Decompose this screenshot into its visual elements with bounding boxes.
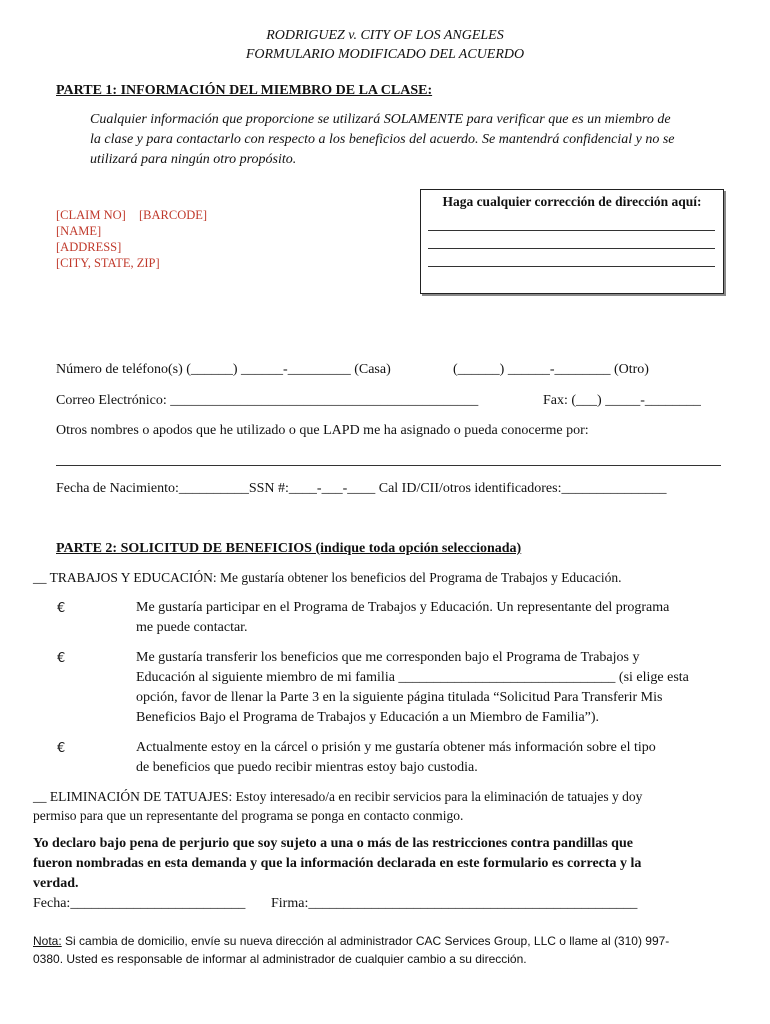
declaration-line-1: Yo declaro bajo pena de perjurio que soy sujeto a una o más de las restricciones contra pandillas que [33,836,633,851]
email-field[interactable]: Correo Electrónico: ____________________________________________ [56,393,479,408]
address-correction-box[interactable] [420,189,724,294]
other-names-field[interactable] [56,465,721,466]
option-2-line-3: opción, favor de llenar la Parte 3 en la siguiente página titulada “Solicitud Para Transferir Mis [136,690,663,705]
city-state-zip-placeholder: [CITY, STATE, ZIP] [56,256,160,270]
option-3-line-1: Actualmente estoy en la cárcel o prisión y me gustaría obtener más información sobre el tipo [136,740,656,755]
address-correction-line-3[interactable] [428,266,715,267]
option-2-checkbox-icon[interactable]: € [57,651,66,666]
note-label: Nota: [33,934,62,948]
other-names-label: Otros nombres o apodos que he utilizado o que LAPD me ha asignado o pueda conocerme por: [56,423,589,438]
intro-line-2: la clase y para contactarlo con respecto a los beneficios del acuerdo. Se mantendrá confidencial y no se [90,132,675,147]
form-title: FORMULARIO MODIFICADO DEL ACUERDO [245,47,525,62]
tattoo-removal-checkbox-line[interactable]: __ ELIMINACIÓN DE TATUAJES: Estoy interesado/a en recibir servicios para la eliminación de tatuajes y doy [33,789,643,804]
option-2-line-4: Beneficios Bajo el Programa de Trabajos y Educación a un Miembro de Familia”). [136,710,600,725]
option-2-line-1: Me gustaría transferir los beneficios que me corresponden bajo el Programa de Trabajos y [136,650,640,665]
name-placeholder: [NAME] [56,224,102,238]
part2-title: PARTE 2: SOLICITUD DE BENEFICIOS (indique toda opción seleccionada) [56,541,522,556]
declaration-line-2: fueron nombradas en esta demanda y que la información declarada en este formulario es correcta y la [33,856,642,871]
case-title: RODRIGUEZ v. CITY OF LOS ANGELES [266,28,504,43]
claim-no-placeholder: [CLAIM NO] [56,208,126,222]
option-1-line-1: Me gustaría participar en el Programa de Trabajos y Educación. Un representante del programa [136,600,670,615]
jobs-education-checkbox-line[interactable]: __ TRABAJOS Y EDUCACIÓN: Me gustaría obtener los beneficios del Programa de Trabajos y Educación. [33,570,622,585]
note-line-2: 0380. Usted es responsable de informar al administrador de cualquier cambio a su dirección. [33,952,527,966]
option-3-checkbox-icon[interactable]: € [57,741,66,756]
intro-line-1: Cualquier información que proporcione se utilizará SOLAMENTE para verificar que es un miembro de [90,112,671,127]
note-line-1 [33,934,669,948]
option-1-line-2: me puede contactar. [136,620,248,635]
address-correction-line-1[interactable] [428,230,715,231]
fax-field[interactable]: Fax: (___) _____-________ [543,393,701,408]
barcode-placeholder: [BARCODE] [139,208,208,222]
address-correction-line-2[interactable] [428,248,715,249]
address-placeholder: [ADDRESS] [56,240,122,254]
signature-field[interactable]: Firma:_______________________________________________ [271,896,638,911]
dob-ssn-id-field[interactable]: Fecha de Nacimiento:__________SSN #:____-___-____ Cal ID/CII/otros identificadores:_______________ [56,481,667,496]
option-1-checkbox-icon[interactable]: € [57,601,66,616]
date-field[interactable]: Fecha:_________________________ [33,896,246,911]
declaration-line-3: verdad. [33,876,79,891]
phone-home-field[interactable]: Número de teléfono(s) (______) ______-_________ (Casa) [56,362,391,377]
option-2-line-2[interactable]: Educación al siguiente miembro de mi familia _______________________________ (si elige esta [136,670,689,685]
part1-title: PARTE 1: INFORMACIÓN DEL MIEMBRO DE LA CLASE: [56,83,433,98]
note-text-1: Si cambia de domicilio, envíe su nueva dirección al administrador CAC Services Group, LLC o llame al (310) 997- [61,934,670,948]
tattoo-removal-line-2: permiso para que un representante del programa se ponga en contacto conmigo. [33,808,464,823]
option-3-line-2: de beneficios que puedo recibir mientras estoy bajo custodia. [136,760,478,775]
phone-other-field[interactable]: (______) ______-________ (Otro) [453,362,649,377]
address-correction-title: Haga cualquier corrección de dirección aquí: [442,194,702,209]
intro-line-3: utilizará para ningún otro propósito. [90,152,297,167]
